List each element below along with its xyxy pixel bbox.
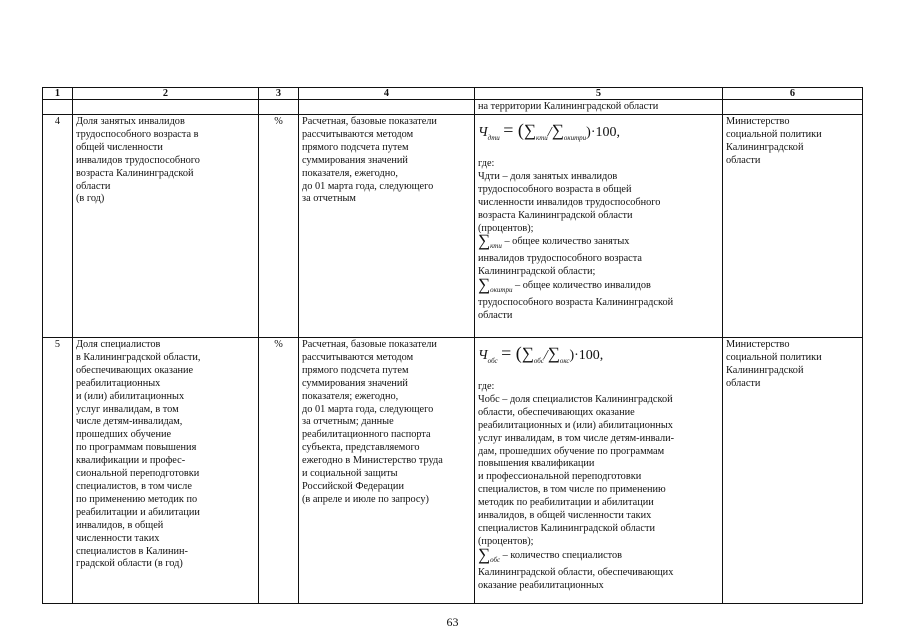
text-line: услуг инвалидам, в том: [76, 403, 179, 415]
text-line: трудоспособного возраста Калининградской: [478, 297, 674, 309]
sigma-icon: ∑: [478, 231, 491, 251]
text-line: трудоспособного возраста в общей: [478, 183, 632, 195]
responsible-cell: [723, 338, 863, 604]
text-line: возраста Калининградской: [76, 167, 194, 179]
text-line: области: [76, 180, 111, 192]
formula-lhs-sub: обс: [487, 357, 498, 365]
text-line: Чобс – доля специалистов Калининградской: [478, 393, 673, 405]
unit-cell: %: [259, 338, 299, 604]
indicator-name-cell: [73, 338, 259, 604]
text-line: Калининградской: [726, 364, 804, 376]
sum-definition: [478, 231, 719, 253]
text-line: показателя; ежегодно,: [302, 390, 399, 402]
text-line: области: [726, 154, 761, 166]
text-line: инвалидов трудоспособного возраста: [478, 253, 642, 265]
unit-cell: %: [259, 115, 299, 338]
text-line: субъекта, представляемого: [302, 442, 420, 454]
text-line: реабилитационных и (или) абилитационных: [478, 419, 673, 431]
text-line: (процентов);: [478, 535, 534, 547]
text-line: социальной политики: [726, 351, 822, 363]
text-line: по применению методик по: [76, 493, 198, 505]
text-line: реабилитации и абилитации: [76, 506, 200, 518]
row-number: 5: [43, 338, 73, 604]
text-line: сиональной переподготовки: [76, 468, 200, 480]
text-line: где:: [478, 381, 495, 392]
text-line: квалификации и профес-: [76, 455, 186, 467]
sum-sub: обс: [490, 555, 501, 564]
sum-sub: окитри: [490, 286, 513, 295]
page-number: 63: [446, 615, 459, 629]
text-line: области: [726, 377, 761, 389]
sum-definition: [478, 544, 719, 567]
text-line: специалистов, в том числе по применению: [478, 484, 666, 496]
header-cell-4: 4: [299, 88, 475, 100]
method-cell: [299, 338, 475, 604]
table-row: [43, 338, 863, 604]
sigma-icon: ∑: [521, 344, 534, 363]
sum-text: – общее количество занятых: [501, 236, 630, 248]
sigma-icon: ∑: [547, 344, 560, 363]
formula-cell: [475, 115, 723, 338]
text-line: инвалидов трудоспособного: [76, 154, 200, 166]
text-line: дам, прошедших обучение по программам: [478, 445, 665, 457]
sum-definition: [478, 275, 719, 297]
sigma-icon: ∑: [551, 121, 564, 140]
text-line: до 01 марта года, следующего: [302, 403, 434, 415]
text-line: (в год): [76, 193, 105, 205]
text-line: за отчетным: [302, 193, 356, 205]
formula-cell: [475, 338, 723, 604]
table-row: [43, 115, 863, 338]
text-line: Калининградской области, обеспечивающих: [478, 566, 674, 578]
responsible-cell: [723, 115, 863, 338]
text-line: (в апреле и июле по запросу): [302, 493, 429, 505]
text-line: прошедших обучение: [76, 429, 172, 441]
text-line: Министерство: [726, 339, 790, 350]
text-line: методик по реабилитации и абилитации: [478, 497, 654, 509]
formula-tail: )·100,: [586, 125, 620, 140]
text-line: Российской Федерации: [302, 480, 404, 492]
cont-cell-3: [259, 100, 299, 115]
text-line: где:: [478, 158, 495, 169]
text-line: области: [478, 309, 513, 321]
text-line: обеспечивающих оказание: [76, 364, 194, 376]
text-line: реабилитационных: [76, 377, 161, 389]
text-line: рассчитываются методом: [302, 128, 414, 140]
cont-cell-6: [723, 100, 863, 115]
text-line: Калининградской области;: [478, 266, 596, 278]
row-number: 4: [43, 115, 73, 338]
text-line: в Калининградской области,: [76, 351, 201, 363]
formula-lhs-sub: дти: [487, 134, 500, 142]
indicator-table: [42, 87, 863, 604]
text-line: инвалидов, в общей численности таких: [478, 510, 652, 522]
formula-eq: = (: [501, 343, 522, 363]
formula-eq: = (: [503, 120, 524, 140]
text-line: Доля занятых инвалидов: [76, 116, 185, 127]
continuation-row: [43, 100, 863, 115]
text-line: численности таких: [76, 532, 160, 544]
header-cell-6: 6: [723, 88, 863, 100]
text-line: числе детям-инвалидам,: [76, 416, 183, 428]
sigma-icon: ∑: [523, 121, 537, 140]
sum-text: – общее количество инвалидов: [512, 280, 651, 292]
formula-lhs: Ч: [478, 125, 488, 140]
text-line: специалистов в Калинин-: [76, 545, 188, 557]
text-line: социальной политики: [726, 128, 822, 140]
formula: [478, 343, 719, 371]
text-line: Расчетная, базовые показатели: [302, 339, 437, 350]
text-line: оказание реабилитационных: [478, 579, 604, 591]
text-line: прямого подсчета путем: [302, 141, 409, 153]
text-line: Калининградской: [726, 141, 804, 153]
text-line: рассчитываются методом: [302, 351, 414, 363]
formula-num-sub: обс: [533, 357, 544, 365]
sigma-icon: ∑: [478, 275, 491, 295]
text-line: (процентов);: [478, 222, 534, 234]
text-line: реабилитационного паспорта: [302, 429, 431, 441]
cont-cell-1: [43, 100, 73, 115]
text-line: повышения квалификации: [478, 458, 595, 470]
method-cell: [299, 115, 475, 338]
header-cell-5: 5: [475, 88, 723, 100]
text-line: специалистов, в том числе: [76, 480, 192, 492]
header-cell-1: 1: [43, 88, 73, 100]
header-cell-2: 2: [73, 88, 259, 100]
sum-text: – количество специалистов: [500, 549, 623, 561]
formula-slash: /: [543, 348, 548, 363]
text-line: Доля специалистов: [76, 339, 161, 350]
text-line: Чдти – доля занятых инвалидов: [478, 170, 618, 182]
text-line: численности инвалидов трудоспособного: [478, 196, 661, 208]
text-line: услуг инвалидам, в том числе детям-инвали-: [478, 432, 675, 444]
header-row: [43, 88, 863, 100]
text-line: до 01 марта года, следующего: [302, 180, 434, 192]
text-line: Расчетная, базовые показатели: [302, 116, 437, 127]
text-line: прямого подсчета путем: [302, 364, 409, 376]
text-line: Министерство: [726, 116, 790, 127]
header-cell-3: 3: [259, 88, 299, 100]
indicator-name-cell: [73, 115, 259, 338]
formula: [478, 120, 719, 148]
text-line: суммирования значений: [302, 154, 408, 166]
formula-num-sub: кти: [536, 134, 548, 142]
text-line: общей численности: [76, 141, 163, 153]
text-line: и профессиональной переподготовки: [478, 471, 642, 483]
formula-den-sub: окс: [559, 357, 570, 365]
text-line: ежегодно в Министерство труда: [302, 455, 443, 467]
text-line: специалистов Калининградской области: [478, 522, 655, 534]
text-line: и социальной защиты: [302, 468, 398, 480]
text-line: показателя, ежегодно,: [302, 167, 398, 179]
formula-den-sub: окитри: [563, 134, 587, 142]
text-line: инвалидов, в общей: [76, 519, 164, 531]
text-line: трудоспособного возраста в: [76, 128, 199, 140]
text-line: области, обеспечивающих оказание: [478, 406, 635, 418]
sigma-icon: ∑: [478, 544, 491, 564]
cont-cell-5: на территории Калининградской области: [475, 100, 723, 115]
text-line: по программам повышения: [76, 442, 197, 454]
cont-cell-2: [73, 100, 259, 115]
formula-tail: )·100,: [569, 348, 604, 363]
text-line: и (или) абилитационных: [76, 390, 185, 402]
text-line: возраста Калининградской области: [478, 209, 633, 221]
formula-lhs: Ч: [478, 348, 488, 363]
sum-sub: кти: [490, 242, 502, 251]
cont-cell-4: [299, 100, 475, 115]
text-line: градской области (в год): [76, 558, 183, 570]
text-line: суммирования значений: [302, 377, 408, 389]
text-line: за отчетным; данные: [302, 416, 394, 428]
formula-slash: /: [547, 125, 552, 140]
